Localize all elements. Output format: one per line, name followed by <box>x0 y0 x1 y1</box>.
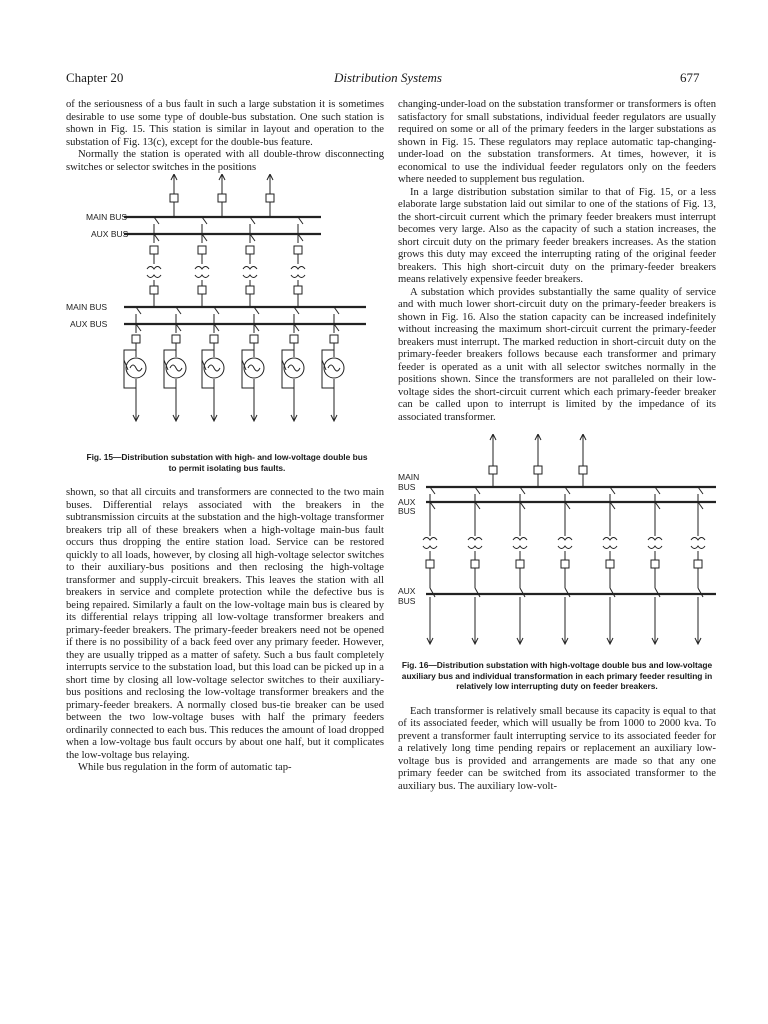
breaker-symbol <box>516 560 524 568</box>
breaker-symbol <box>218 194 226 202</box>
figure-15-diagram <box>66 174 384 449</box>
breaker-symbol <box>170 194 178 202</box>
bus-label: AUX BUS <box>91 229 129 239</box>
transformer-winding <box>195 267 209 270</box>
breaker-symbol <box>471 560 479 568</box>
breaker-symbol <box>198 286 206 294</box>
breaker-symbol <box>150 246 158 254</box>
breaker-symbol <box>198 246 206 254</box>
bus-label: BUS <box>398 506 416 516</box>
breaker-symbol <box>172 335 180 343</box>
paragraph: A substation which provides substantially the same quality of service and with much lower short-circuit duty on the primary-feeder breakers is shown in Fig. 16. Also the station capacity can be increased indefinitely without increasing the maximum short-circuit current the primary-feeder breakers must interrupt. The marked reduction in short-circuit duty on the primary-feeder breakers follows because each transformer and primary feeder is operated as a unit with all selector switches normally in the positions shown. Since the transformers are not paralleled on their low-voltage sides the short-circuit current which each primary-feeder breaker can be called upon to interrupt is limited by the impedance of its associated transformer. <box>398 286 716 423</box>
breaker-symbol <box>489 466 497 474</box>
transformer-winding <box>603 546 617 549</box>
selector-switch <box>610 588 615 597</box>
regulator-winding <box>328 365 340 371</box>
left-column <box>66 99 384 775</box>
transformer-winding <box>603 538 617 541</box>
transformer-winding <box>513 546 527 549</box>
selector-switch <box>698 588 703 597</box>
breaker-symbol <box>150 286 158 294</box>
chapter-label: Chapter 20 <box>66 70 124 85</box>
transformer-winding <box>468 538 482 541</box>
breaker-symbol <box>132 335 140 343</box>
paragraph: Each transformer is relatively small because its capacity is equal to that of its associated feeder, which will usually be from 1000 to 2000 kva. To prevent a transformer fault interrupting service to its associated feeder for a relatively long time pending repairs or replacement an auxiliary low-voltage bus is provided and arrangements are made so that any one primary feeder can be switched from its associated transformer to the auxiliary bus. The auxiliary low-volt- <box>398 705 716 792</box>
transformer-winding <box>558 546 572 549</box>
breaker-symbol <box>290 335 298 343</box>
regulator-winding <box>248 365 260 371</box>
section-title: Distribution Systems <box>334 70 442 85</box>
paragraph: While bus regulation in the form of automatic tap- <box>78 762 292 773</box>
bus-label: MAIN <box>398 472 420 482</box>
breaker-symbol <box>579 466 587 474</box>
breaker-symbol <box>606 560 614 568</box>
selector-switch <box>430 588 435 597</box>
transformer-winding <box>468 546 482 549</box>
transformer-winding <box>243 267 257 270</box>
bus-label: AUX <box>398 497 416 507</box>
transformer-winding <box>195 275 209 278</box>
figure-16-caption: Fig. 16—Distribution substation with high-voltage double bus and low-voltage auxiliary bus and individual transformation in each primary feeder resulting in relatively low interrupting duty on feeder breakers. <box>401 660 713 691</box>
regulator-winding <box>170 365 182 371</box>
selector-switch <box>475 588 480 597</box>
breaker-symbol <box>330 335 338 343</box>
breaker-symbol <box>266 194 274 202</box>
transformer-winding <box>513 538 527 541</box>
bus-label: AUX <box>398 586 416 596</box>
breaker-symbol <box>294 286 302 294</box>
right-column <box>398 99 716 793</box>
paragraph: shown, so that all circuits and transformers are connected to the two main buses. Differential relays associated with the breakers in the subtransmission circuits at the substation and the high-voltage transformer breakers trip all of these breakers when a high-voltage main-bus fault occurs thus dropping the entire station load. Service can be restored quickly to all loads, however, by closing all high-voltage selector switches to their auxiliary-bus positions and then reclosing the high-voltage transformer and supply-circuit breakers. This leaves the station with all breakers in service and complete protection while the defective bus is being repaired. Similarly a fault on the low-voltage main bus is cleared by its differential relays tripping all low-voltage transformer breakers and primary-feeder breakers. The primary-feeder breakers need not be opened if there is no possibility of a back feed over any primary feeder. However, they are usually tripped as a matter of safety. Such a bus fault completely interrupts service to the substation load, but this load can be picked up in a short time by closing all low-voltage selector switches to their auxiliary-bus positions and reclosing the low-voltage transformer breakers and the primary-feeder breakers. A normally closed bus-tie breaker can be used between the two low-voltage buses with half the primary feeders ordinarily connected to each bus. This reduces the amount of load dropped when a low-voltage bus fault occurs by about one half, but it complicates the low-voltage bus relaying. <box>66 487 384 761</box>
transformer-winding <box>423 538 437 541</box>
figure-15-caption: Fig. 15—Distribution substation with high- and low-voltage double bus to permit isolating bus faults. <box>86 452 368 473</box>
paragraph: Normally the station is operated with all double-throw disconnecting switches or selector switches in the positions <box>66 149 384 173</box>
transformer-winding <box>423 546 437 549</box>
paragraph: In a large distribution substation similar to that of Fig. 15, or a less elaborate large substation laid out similar to one of the stations of Fig. 13, the short-circuit current which the primary feeder breakers must interrupt becomes very large. Also as the capacity of such a station increases, the short circuit duty on the primary feeder breakers increases. As the station grows this duty may exceed the interrupting rating of the original feeder breakers. This high short-circuit duty on the primary-feeder breakers means relatively expensive feeder breakers. <box>398 186 716 285</box>
paragraph: changing-under-load on the substation transformer or transformers is often satisfactory for small substations, individual feeder regulators are usually required on some or all of the primary feeders in the larger substations as shown in Fig. 15. These regulators may replace automatic tap-changing-under-load on the substation transformers. At times, however, it is economical to use the individual feeder regulators only on the feeders where needed to supplement bus regulation. <box>398 99 716 185</box>
breaker-symbol <box>534 466 542 474</box>
transformer-winding <box>291 275 305 278</box>
figure-16-diagram <box>398 434 716 654</box>
transformer-winding <box>243 275 257 278</box>
transformer-winding <box>558 538 572 541</box>
regulator-winding <box>130 365 142 371</box>
bus-label: MAIN BUS <box>66 302 108 312</box>
selector-switch <box>520 588 525 597</box>
page-number: 677 <box>680 70 700 85</box>
breaker-symbol <box>250 335 258 343</box>
breaker-symbol <box>426 560 434 568</box>
transformer-winding <box>648 546 662 549</box>
bus-label: AUX BUS <box>70 319 108 329</box>
breaker-symbol <box>210 335 218 343</box>
transformer-winding <box>147 275 161 278</box>
breaker-symbol <box>294 246 302 254</box>
transformer-winding <box>648 538 662 541</box>
breaker-symbol <box>246 286 254 294</box>
bus-label: BUS <box>398 482 416 492</box>
breaker-symbol <box>651 560 659 568</box>
breaker-symbol <box>694 560 702 568</box>
transformer-winding <box>147 267 161 270</box>
bus-label: BUS <box>398 596 416 606</box>
transformer-winding <box>691 538 705 541</box>
selector-switch <box>655 588 660 597</box>
selector-switch <box>565 588 570 597</box>
bus-label: MAIN BUS <box>86 212 128 222</box>
breaker-symbol <box>246 246 254 254</box>
regulator-winding <box>288 365 300 371</box>
regulator-winding <box>208 365 220 371</box>
transformer-winding <box>691 546 705 549</box>
transformer-winding <box>291 267 305 270</box>
breaker-symbol <box>561 560 569 568</box>
paragraph: of the seriousness of a bus fault in such a large substation it is sometimes desirable to use some type of double-bus substation. One such station is shown in Fig. 15. This station is similar in layout and operation to the substation of Fig. 13(c), except for the double-bus feature. <box>66 99 384 148</box>
